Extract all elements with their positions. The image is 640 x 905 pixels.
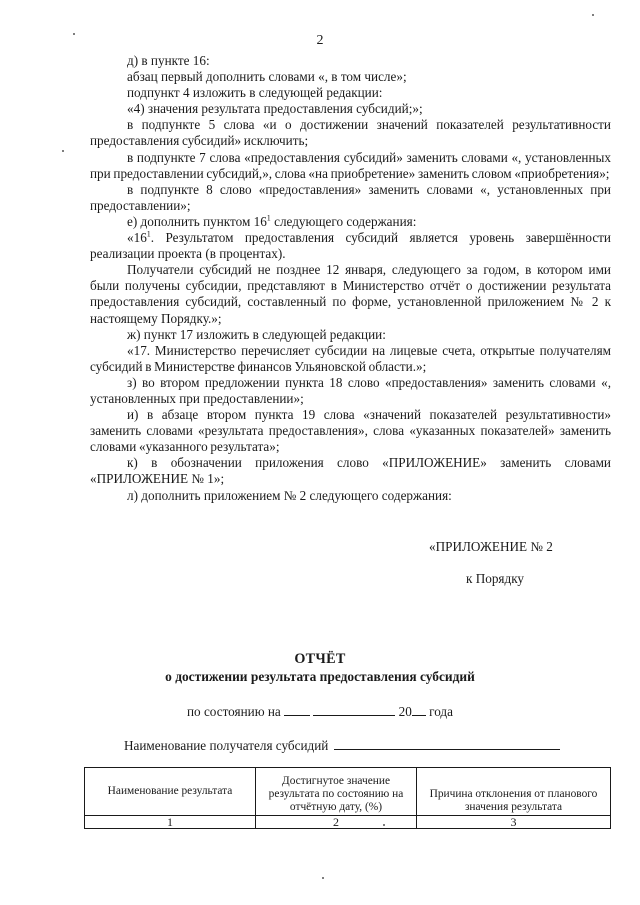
paragraph: ж) пункт 17 изложить в следующей редакции: [127,326,386,342]
paragraph: в подпункте 7 слова «предоставления субсидий» заменить словами «, установленных при предоставлении субсидий,», слова «на приобретение» заменить словом «приобретения»; [90,149,611,181]
recipient-blank[interactable] [334,737,560,750]
paragraph: «4) значения результата предоставления субсидий;»; [127,101,423,117]
scan-speck [383,824,385,826]
scan-speck [62,150,64,152]
paragraph: и) в абзаце втором пункта 19 слова «значений показателей результативности» заменить словами «результата предоставления», слова «указанных показателей» заменить словами «указанного результата»; [90,407,611,455]
paragraph-e-text: е) дополнить пунктом 16 [127,213,267,229]
paragraph: подпункт 4 изложить в следующей редакции: [127,85,383,101]
appendix-to-order: к Порядку [466,571,525,586]
appendix-label: «ПРИЛОЖЕНИЕ № 2 [429,539,553,554]
report-date-suffix: года [429,704,453,719]
paragraph-16-1-text: . Результатом предоставления субсидий является уровень завершённости реализации проекта (в процентах). [90,230,611,262]
recipient-line [124,737,560,754]
month-blank[interactable] [313,703,395,716]
report-subtitle: о достижении результата предоставления субсидий [165,669,475,684]
scan-speck [73,33,75,35]
recipient-label: Наименование получателя субсидий [124,738,329,753]
table-header-deviation-reason: Причина отклонения от планового значения результата [417,768,611,816]
report-title: ОТЧЁТ [294,651,346,667]
superscript: 1 [266,213,271,223]
report-date-line [0,703,640,720]
year-blank[interactable] [412,703,426,716]
scan-speck [592,14,594,16]
paragraph-16-1 [90,230,611,262]
paragraph: абзац первый дополнить словами «, в том числе»; [127,69,407,85]
paragraph-16-1-text: «16 [127,230,147,246]
table-header-achieved-value: Достигнутое значение результата по состоянию на отчётную дату, (%) [256,768,417,816]
paragraph: к) в обозначении приложения слово «ПРИЛОЖЕНИЕ» заменить словами «ПРИЛОЖЕНИЕ № 1»; [90,455,611,487]
report-date-prefix: по состоянию на [187,704,281,719]
page-number: 2 [316,33,324,48]
paragraph-e-text: следующего содержания: [270,213,417,229]
table-cell: 2 [256,816,417,829]
amendment-text [90,53,611,504]
paragraph-e [90,214,611,230]
paragraph: Получатели субсидий не позднее 12 января, следующего за годом, в котором ими были получены субсидии, представляют в Министерство отчёт о достижении результата предоставления субсидий, составленный по форме, установленной приложением № 2 к настоящему Порядку.»; [90,262,611,326]
table-cell: 3 [417,816,611,829]
paragraph: в подпункте 5 слова «и о достижении значений показателей результативности предоставления субсидий» исключить; [90,117,611,149]
paragraph: з) во втором предложении пункта 18 слово «предоставления» заменить словами «, установленных при предоставлении»; [90,374,611,406]
table-row [85,816,611,829]
report-table [84,767,611,829]
paragraph: в подпункте 8 слово «предоставления» заменить словами «, установленных при предоставлении»; [90,181,611,213]
table-cell: 1 [85,816,256,829]
paragraph: «17. Министерство перечисляет субсидии на лицевые счета, открытые получателям субсидий в Министерстве финансов Ульяновской области.»; [90,342,611,374]
table-header-row [85,768,611,816]
superscript: 1 [146,229,151,239]
paragraph: д) в пункте 16: [127,53,210,68]
report-year-prefix: 20 [398,704,412,719]
paragraph: л) дополнить приложением № 2 следующего содержания: [127,487,452,503]
table-header-result-name: Наименование результата [85,768,256,816]
day-blank[interactable] [284,703,310,716]
scan-speck [322,877,324,879]
